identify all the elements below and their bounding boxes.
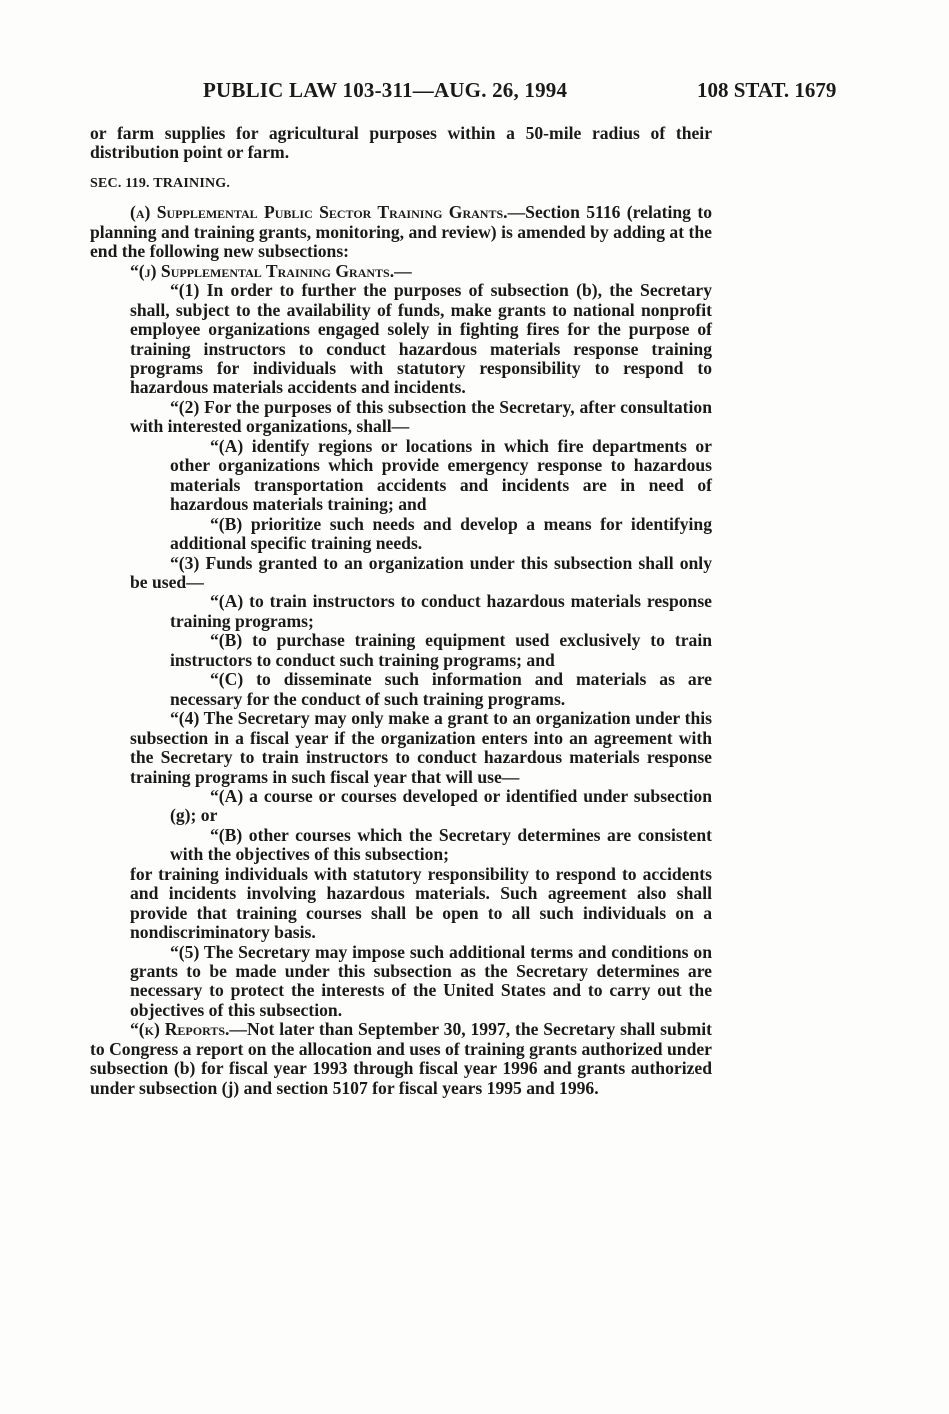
subsection-k-heading: “(k) Reports.	[130, 1019, 230, 1040]
paragraph-j-5: “(5) The Secretary may impose such additional terms and conditions on grants to be made under this subsection as the Secretary determines are necessary to protect the interests of the United States and to carry out the objectives of this subsection.	[130, 941, 712, 1020]
paragraph-j-4-B: “(B) other courses which the Secretary determines are consistent with the objectives of this subsection;	[170, 824, 712, 865]
paragraph-j-3: “(3) Funds granted to an organization under this subsection shall only be used—	[130, 552, 712, 592]
subsection-j-dash: —	[394, 260, 412, 281]
paragraph-j-2-A: “(A) identify regions or locations in which fire departments or other organizations which provide emergency response to hazardous materials transportation accidents and incidents are in need of hazardous materials training; and	[170, 435, 712, 515]
paragraph-j-4-continuation: for training individuals with statutory responsibility to respond to accidents and incidents involving hazardous materials. Such agreement also shall provide that training courses shall be open to all such individuals on a nondiscriminatory basis.	[130, 863, 712, 943]
document-body	[90, 124, 712, 1098]
paragraph-j-1: “(1) In order to further the purposes of subsection (b), the Secretary shall, subject to the availability of funds, make grants to national nonprofit employee organizations engaged solely in fighting fires for the purpose of training instructors to conduct hazardous materials response training programs for individuals with statutory responsibility to respond to hazardous materials accidents and incidents.	[130, 280, 712, 398]
paragraph-j-4-A: “(A) a course or courses developed or identified under subsection (g); or	[170, 785, 712, 826]
subsection-k-text: —Not later than September 30, 1997, the Secretary shall submit to Congress a report on the allocation and uses of training grants authorized under subsection (b) for fiscal year 1993 through fiscal year 1996 and grants authorized under subsection (j) and section 5107 for fiscal years 1995 and 1996.	[90, 1019, 712, 1098]
subsection-j-heading: “(j) Supplemental Training Grants.	[130, 260, 395, 281]
paragraph-j-3-C: “(C) to disseminate such information and materials as are necessary for the conduct of such training programs.	[170, 669, 712, 709]
paragraph-j-3-A: “(A) to train instructors to conduct hazardous materials response training programs;	[170, 591, 712, 631]
statute-page-number: 108 STAT. 1679	[697, 78, 837, 102]
subsection-j	[90, 262, 712, 281]
paragraph-a	[90, 203, 712, 261]
subsection-k	[90, 1020, 712, 1098]
paragraph-intro: or farm supplies for agricultural purposes within a 50-mile radius of their distribution point or farm.	[90, 123, 712, 163]
paragraph-j-2-B: “(B) prioritize such needs and develop a means for identifying additional specific training needs.	[170, 513, 712, 554]
paragraph-a-heading: (a) Supplemental Public Sector Training Grants.	[130, 202, 508, 223]
page-header	[0, 78, 949, 108]
header-title: PUBLIC LAW 103-311—AUG. 26, 1994	[203, 78, 568, 102]
paragraph-j-3-B: “(B) to purchase training equipment used exclusively to train instructors to conduct such training programs; and	[170, 630, 712, 670]
paragraph-a-text: —Section 5116 (relating to planning and training grants, monitoring, and review) is amended by adding at the end the following new subsections:	[90, 202, 712, 262]
paragraph-j-4: “(4) The Secretary may only make a grant to an organization under this subsection in a fiscal year if the organization enters into an agreement with the Secretary to train instructors to conduct hazardous materials response training programs in such fiscal year that will use—	[130, 708, 712, 787]
section-heading: SEC. 119. TRAINING.	[90, 175, 231, 191]
paragraph-j-2: “(2) For the purposes of this subsection the Secretary, after consultation with interested organizations, shall—	[130, 396, 712, 437]
